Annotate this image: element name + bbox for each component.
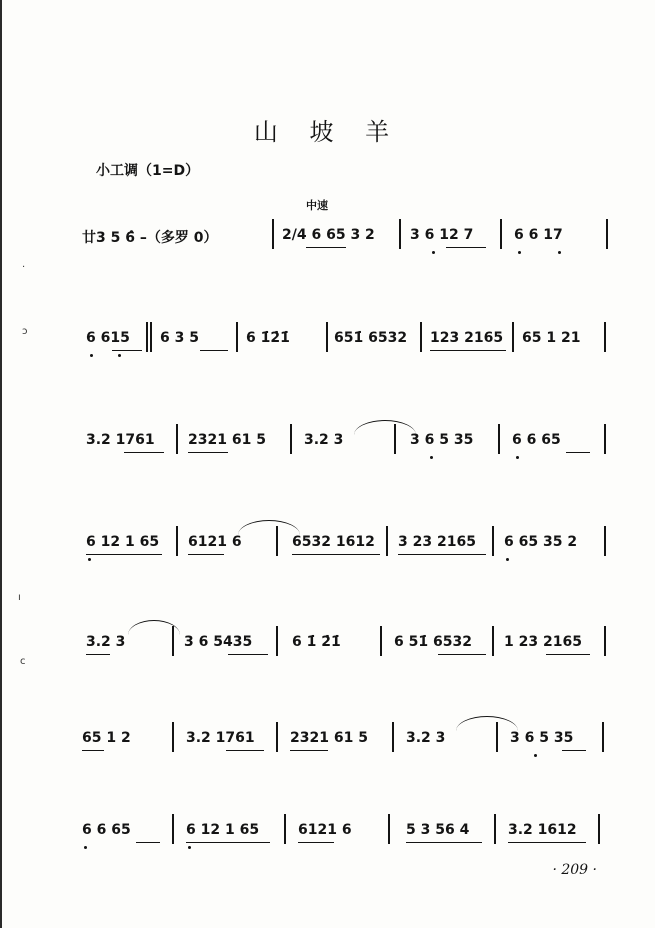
measure: 6 1̇2̇1̇ [246,330,290,346]
bar-line [272,219,274,249]
underline [398,554,486,555]
underline [86,554,162,555]
bar-line [172,722,174,752]
measure: 6 6 17 [514,227,563,243]
margin-mark: ı [18,592,21,603]
measure: 5 3 56 4 [406,822,470,838]
underline [200,350,228,351]
bar-line [172,814,174,844]
measure: 651̇ 6532 [334,330,408,346]
bar-line [606,219,608,249]
underline [446,247,486,248]
bar-line [604,322,606,352]
underline [136,842,160,843]
margin-mark: c [20,656,26,667]
bar-line [392,722,394,752]
underline [290,750,328,751]
bar-line [598,814,600,844]
measure: 6 12 1 65 [186,822,260,838]
octave-dot [84,846,87,849]
bar-line [276,626,278,656]
measure: 6 6 65 [512,432,561,448]
bar-line [602,722,604,752]
piece-title: 山 坡 羊 [253,118,402,146]
underline [508,842,586,843]
bar-line [604,526,606,556]
bar-line [500,219,502,249]
measure: 6 615 [86,330,130,346]
score-line-5 [0,634,655,664]
slur [238,520,300,535]
score-line-7 [0,822,655,852]
measure: 3.2 1761 [86,432,155,448]
underline [292,554,380,555]
bar-line [236,322,238,352]
bar-line [492,626,494,656]
measure: 3.2 1761 [186,730,255,746]
octave-dot [118,354,121,357]
measure: 6 1̇ 2̇1̇ [292,634,341,650]
measure: 3 6 5 35 [410,432,474,448]
octave-dot [430,456,433,459]
underline [546,654,590,655]
bar-line [492,526,494,556]
underline [82,750,104,751]
underline [566,452,590,453]
underline [186,842,270,843]
measure: 6532 1612 [292,534,375,550]
score-line-4 [0,534,655,564]
score-line-1 [0,227,655,257]
measure: 2321 61 5 [290,730,368,746]
score-line-2 [0,330,655,360]
octave-dot [90,354,93,357]
measure: 2/4 6 65 3 2 [282,227,375,243]
measure: 3 6 12 7 [410,227,474,243]
bar-line [276,722,278,752]
underline [406,842,482,843]
octave-dot [534,754,537,757]
tempo-marking: 中速 [306,199,328,212]
measure: 3 23 2165 [398,534,476,550]
underline [438,654,486,655]
bar-line [604,424,606,454]
underline [430,350,506,351]
bar-line [290,424,292,454]
octave-dot [188,846,191,849]
page-number: · 209 · [552,862,597,878]
bar-line [388,814,390,844]
measure: 3.2 1612 [508,822,577,838]
bar-line [326,322,328,352]
underline [228,654,268,655]
measure: 65 1 2 [82,730,131,746]
bar-line [604,626,606,656]
bar-line [176,424,178,454]
repeat-bar [146,322,148,352]
measure: 廿3 5 6̂ –（多罗 0） [82,230,218,246]
octave-dot [432,251,435,254]
octave-dot [506,558,509,561]
underline [562,750,586,751]
margin-mark: ↄ [22,326,28,337]
underline [306,247,346,248]
underline [124,452,164,453]
octave-dot [558,251,561,254]
measure: 3.2 3 [304,432,344,448]
underline [298,842,334,843]
underline [188,554,224,555]
measure: 2321 61 5 [188,432,266,448]
score-line-3 [0,432,655,462]
underline [86,654,110,655]
measure: 1 23 2165 [504,634,582,650]
underline [226,750,264,751]
underline [188,452,228,453]
underline [112,350,142,351]
bar-line [494,814,496,844]
bar-line [420,322,422,352]
measure: 6 51̇ 6532 [394,634,472,650]
bar-line [386,526,388,556]
measure: 65 1 21 [522,330,581,346]
measure: 6 6 65 [82,822,131,838]
bar-line [512,322,514,352]
octave-dot [516,456,519,459]
measure: 3.2 3 [86,634,126,650]
slur [354,420,416,435]
measure: 6 3 5 [160,330,199,346]
measure: 3.2 3 [406,730,446,746]
bar-line [284,814,286,844]
measure: 6121 6 [188,534,242,550]
measure: 6121 6 [298,822,352,838]
score-line-6 [0,730,655,760]
bar-line [498,424,500,454]
slur [128,620,180,635]
slur [456,716,518,731]
key-signature: 小工调（1=D） [96,163,200,179]
bar-line [399,219,401,249]
measure: 6 65 35 2 [504,534,578,550]
measure: 3 6 5435 [184,634,253,650]
bar-line [380,626,382,656]
octave-dot [88,558,91,561]
repeat-bar [150,322,152,352]
measure: 6 12 1 65 [86,534,160,550]
measure: 3 6 5 35 [510,730,574,746]
margin-mark: · [22,262,26,273]
bar-line [176,526,178,556]
measure: 123 2165 [430,330,504,346]
octave-dot [518,251,521,254]
